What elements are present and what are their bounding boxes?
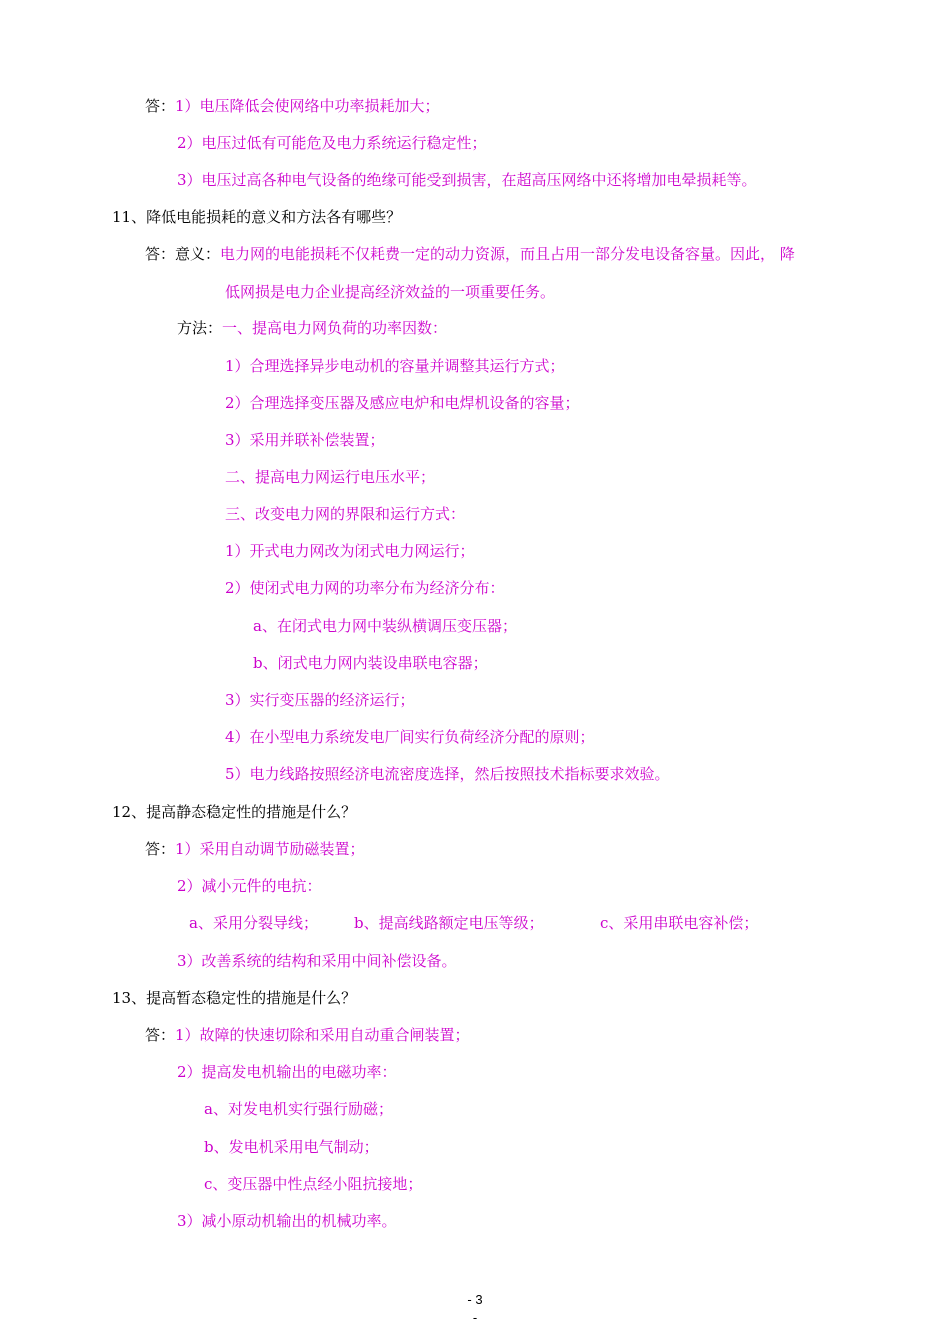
q13-sub-a: a、对发电机实行强行励磁；: [204, 1100, 393, 1118]
q11-method-subitem: a、在闭式电力网中装纵横调压变压器；: [253, 617, 517, 635]
q11-method-item: 5）电力线路按照经济电流密度选择，然后按照技术指标要求效验。: [225, 765, 670, 783]
page-number-dash: -: [472, 1310, 478, 1325]
answer-prefix: 答：: [145, 97, 176, 115]
answer-text: 1）故障的快速切除和采用自动重合闸装置；: [175, 1026, 470, 1044]
question-11: 11、降低电能损耗的意义和方法各有哪些？: [112, 208, 402, 226]
q10-answer-line-3: 3）电压过高各种电气设备的绝缘可能受到损害，在超高压网络中还将增加电晕损耗等。: [177, 171, 757, 189]
q12-answer-line-1: [145, 839, 365, 859]
q11-method-item: 1）合理选择异步电动机的容量并调整其运行方式；: [225, 357, 565, 375]
q11-method-item: 2）使闭式电力网的功率分布为经济分布：: [225, 579, 505, 597]
q11-method-item: 4）在小型电力系统发电厂间实行负荷经济分配的原则；: [225, 728, 595, 746]
q11-method-item: 3）实行变压器的经济运行；: [225, 691, 415, 709]
q11-meaning-line-2: 低网损是电力企业提高经济效益的一项重要任务。: [225, 283, 556, 301]
q13-answer-line-3: 3）减小原动机输出的机械功率。: [177, 1212, 397, 1230]
answer-prefix: 答：: [145, 245, 176, 263]
q11-method-subitem: b、闭式电力网内装设串联电容器；: [253, 654, 488, 672]
q12-sub-b: b、提高线路额定电压等级；: [354, 914, 544, 932]
q12-sub-a: a、采用分裂导线；: [189, 914, 318, 932]
question-12: 12、提高静态稳定性的措施是什么？: [112, 803, 357, 821]
q11-method-item: 3）采用并联补偿装置；: [225, 431, 385, 449]
method-label: 方法：: [177, 319, 223, 337]
answer-prefix: 答：: [145, 840, 176, 858]
answer-text: 1）电压降低会使网络中功率损耗加大；: [175, 97, 440, 115]
q11-method-line-1: [177, 318, 447, 338]
question-13: 13、提高暂态稳定性的措施是什么？: [112, 989, 357, 1007]
meaning-text: 电力网的电能损耗不仅耗费一定的动力资源，而且占用一部分发电设备容量。因此， 降: [220, 245, 795, 263]
q13-sub-c: c、变压器中性点经小阻抗接地；: [204, 1175, 423, 1193]
q12-answer-line-2: 2）减小元件的电抗：: [177, 877, 322, 895]
q11-method-item: 1）开式电力网改为闭式电力网运行；: [225, 542, 475, 560]
q11-method-item: 2）合理选择变压器及感应电炉和电焊机设备的容量；: [225, 394, 580, 412]
q13-answer-line-1: [145, 1025, 470, 1045]
q10-answer-line-1: [145, 96, 440, 116]
answer-prefix: 答：: [145, 1026, 176, 1044]
q12-answer-line-3: 3）改善系统的结构和采用中间补偿设备。: [177, 952, 457, 970]
q12-sub-c: c、采用串联电容补偿；: [600, 914, 759, 932]
method-text: 一、提高电力网负荷的功率因数：: [222, 319, 448, 337]
q11-method-item: 三、改变电力网的界限和运行方式：: [225, 505, 466, 523]
meaning-label: 意义：: [175, 245, 221, 263]
q13-answer-line-2: 2）提高发电机输出的电磁功率：: [177, 1063, 397, 1081]
page-number: - 3: [467, 1292, 483, 1307]
q13-sub-b: b、发电机采用电气制动；: [204, 1138, 379, 1156]
q10-answer-line-2: 2）电压过低有可能危及电力系统运行稳定性；: [177, 134, 487, 152]
q11-method-item: 二、提高电力网运行电压水平；: [225, 468, 436, 486]
answer-text: 1）采用自动调节励磁装置；: [175, 840, 365, 858]
q11-meaning-line-1: [145, 244, 795, 264]
